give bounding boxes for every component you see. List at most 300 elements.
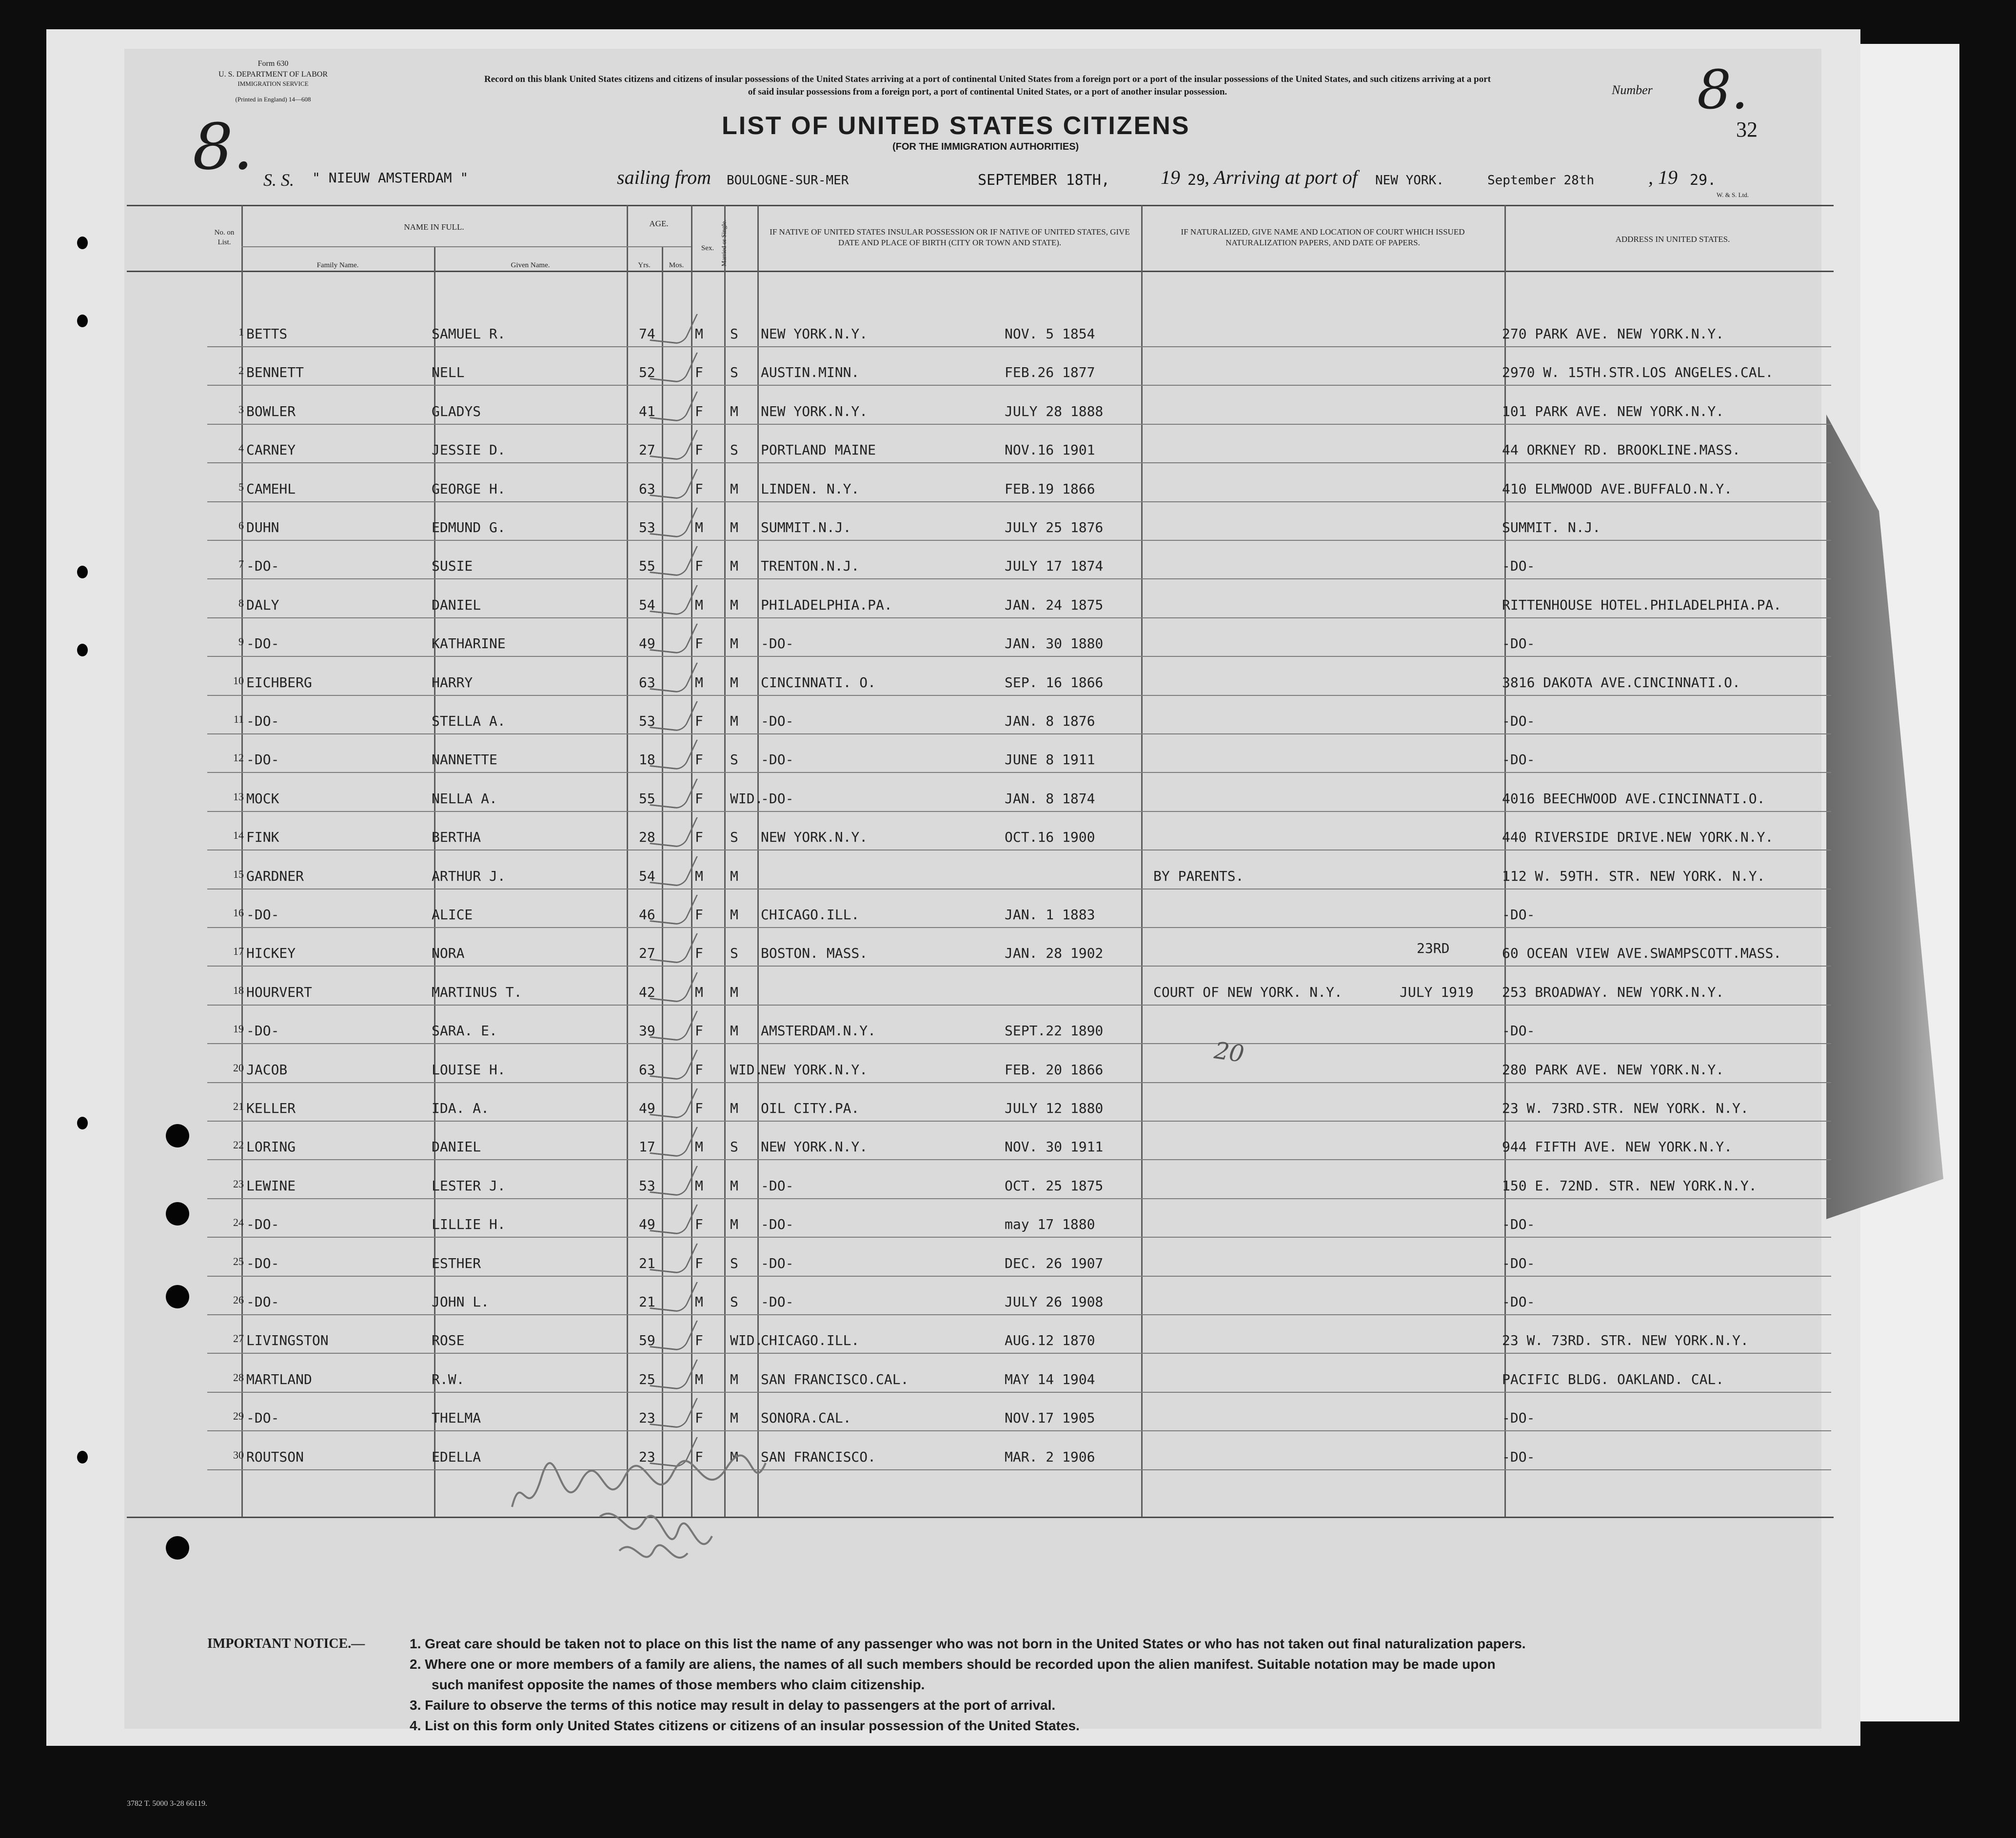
age-cell: 52 [639,364,655,381]
table-row [0,442,2016,481]
age-cell: 55 [639,558,655,574]
birthplace-cell: -DO- [761,1177,794,1194]
age-cell: 74 [639,326,655,342]
row-rule [207,385,1831,386]
sex-cell: F [695,829,703,846]
address-cell: -DO- [1502,1294,1535,1310]
row-rule [207,540,1831,541]
age-cell: 41 [639,403,655,419]
address-cell: 4016 BEECHWOOD AVE.CINCINNATI.O. [1502,790,1765,807]
age-cell: 49 [639,1100,655,1116]
row-number-cell: 11 [233,713,244,725]
marital-status-cell: WID. [730,1061,763,1078]
sex-cell: M [695,326,703,342]
birth-date-cell: JULY 28 1888 [1005,403,1104,419]
row-rule [207,811,1831,812]
marital-status-cell: M [730,480,738,497]
address-cell: -DO- [1502,1255,1535,1271]
header-yrs: Yrs. [638,261,651,269]
sex-cell: F [695,1061,703,1078]
row-rule [207,733,1831,734]
family-name-cell: DALY [246,596,279,613]
sex-cell: M [695,596,703,613]
address-cell: 60 OCEAN VIEW AVE.SWAMPSCOTT.MASS. [1502,945,1782,962]
age-cell: 39 [639,1023,655,1039]
age-cell: 17 [639,1139,655,1155]
given-name-cell: DANIEL [432,1139,481,1155]
marital-status-cell: M [730,674,738,691]
row-number-cell: 16 [233,907,244,919]
birth-date-cell: JUNE 8 1911 [1005,751,1095,768]
row-number-cell: 3 [238,403,244,415]
given-name-cell: HARRY [432,674,473,691]
header-mos: Mos. [669,261,684,269]
sex-cell: F [695,713,703,729]
age-cell: 46 [639,907,655,923]
sex-cell: F [695,945,703,962]
family-name-cell: CAMEHL [246,480,296,497]
table-row [0,940,2016,984]
given-name-cell: SAMUEL R. [432,326,506,342]
table-row [0,326,2016,365]
table-row [0,751,2016,791]
family-name-cell: MARTLAND [246,1371,312,1387]
header-married: Married or Single. [720,219,728,267]
family-name-cell: LORING [246,1139,296,1155]
birthplace-cell: NEW YORK.N.Y. [761,403,868,419]
row-number-cell: 5 [238,480,244,493]
row-rule [207,424,1831,425]
birth-date-cell: JULY 12 1880 [1005,1100,1104,1116]
birthplace-cell: SAN FRANCISCO.CAL. [761,1371,909,1387]
sex-cell: M [695,1294,703,1310]
birth-date-cell: SEPT.22 1890 [1005,1023,1104,1039]
address-cell: 440 RIVERSIDE DRIVE.NEW YORK.N.Y. [1502,829,1774,846]
given-name-cell: JOHN L. [432,1294,490,1310]
sailing-from-label: sailing from [617,166,711,188]
notice-item: 3. Failure to observe the terms of this notice may result in delay to passengers at the port of arrival. [410,1698,1056,1713]
sex-cell: M [695,868,703,884]
birthplace-cell: -DO- [761,1255,794,1271]
table-row [0,1216,2016,1255]
birthplace-cell: AMSTERDAM.N.Y. [761,1023,876,1039]
arriving-label: , Arriving at port of [1205,166,1358,188]
table-row [0,364,2016,403]
corner-mark: 8. [193,110,254,184]
birthplace-cell: BOSTON. MASS. [761,945,868,962]
table-row [0,829,2016,868]
birth-date-cell: JAN. 24 1875 [1005,596,1104,613]
row-rule [207,656,1831,657]
number-value: 8. [1697,59,1748,121]
address-cell: 23 W. 73RD. STR. NEW YORK.N.Y. [1502,1332,1749,1349]
age-cell: 23 [639,1448,655,1465]
ship-name: " NIEUW AMSTERDAM " [312,170,469,186]
given-name-cell: ARTHUR J. [432,868,506,884]
header-sex: Sex. [701,244,714,252]
table-row [0,1410,2016,1449]
handwritten-signature [507,1448,771,1575]
birthplace-cell: SAN FRANCISCO. [761,1448,876,1465]
row-rule [207,1392,1831,1393]
ss-label: S. S. [263,170,294,190]
row-rule [207,966,1831,967]
sex-cell: F [695,751,703,768]
given-name-cell: ROSE [432,1332,465,1349]
naturalization-date-cell: 23RD [1417,940,1450,957]
notice-heading: IMPORTANT NOTICE.— [207,1636,365,1651]
sex-cell: M [695,674,703,691]
birthplace-cell: -DO- [761,751,794,768]
row-rule [207,1314,1831,1315]
table-row [0,597,2016,636]
address-cell: 944 FIFTH AVE. NEW YORK.N.Y. [1502,1139,1733,1155]
notice-item: such manifest opposite the names of those members who claim citizenship. [432,1677,925,1692]
address-cell: 270 PARK AVE. NEW YORK.N.Y. [1502,326,1724,342]
given-name-cell: LILLIE H. [432,1216,506,1233]
marital-status-cell: S [730,751,738,768]
marital-status-cell: S [730,1294,738,1310]
marital-status-cell: S [730,1255,738,1271]
address-cell: RITTENHOUSE HOTEL.PHILADELPHIA.PA. [1502,596,1782,613]
marital-status-cell: M [730,1100,738,1116]
marital-status-cell: M [730,713,738,729]
age-cell: 63 [639,674,655,691]
sailing-year-prefix: 19 [1161,166,1180,188]
address-cell: 101 PARK AVE. NEW YORK.N.Y. [1502,403,1724,419]
row-rule [207,1353,1831,1354]
family-name-cell: -DO- [246,1294,279,1310]
birth-date-cell: FEB.26 1877 [1005,364,1095,381]
family-name-cell: -DO- [246,1410,279,1426]
given-name-cell: SUSIE [432,558,473,574]
row-number-cell: 25 [233,1255,244,1267]
birth-date-cell: OCT.16 1900 [1005,829,1095,846]
address-cell: 112 W. 59TH. STR. NEW YORK. N.Y. [1502,868,1765,884]
birthplace-cell: NEW YORK.N.Y. [761,326,868,342]
birthplace-cell: NEW YORK.N.Y. [761,829,868,846]
given-name-cell: SARA. E. [432,1023,497,1039]
printed-note: (Printed in England) 14—608 [235,95,311,103]
form-title: LIST OF UNITED STATES CITIZENS [722,112,1190,140]
marital-status-cell: M [730,635,738,652]
service: IMMIGRATION SERVICE [237,80,309,88]
row-number-cell: 26 [233,1294,244,1306]
sex-cell: F [695,1100,703,1116]
family-name-cell: KELLER [246,1100,296,1116]
family-name-cell: GARDNER [246,868,304,884]
given-name-cell: LESTER J. [432,1177,506,1194]
address-cell: 3816 DAKOTA AVE.CINCINNATI.O. [1502,674,1740,691]
family-name-cell: LIVINGSTON [246,1332,329,1349]
birth-date-cell: DEC. 26 1907 [1005,1255,1104,1271]
sex-cell: F [695,480,703,497]
given-name-cell: R.W. [432,1371,465,1387]
birthplace-cell: -DO- [761,635,794,652]
given-name-cell: NANNETTE [432,751,497,768]
notice-item: 4. List on this form only United States citizens or citizens of an insular possession of the United States. [410,1718,1080,1733]
sex-cell: F [695,1448,703,1465]
table-row [0,674,2016,713]
family-name-cell: CARNEY [246,442,296,458]
row-number-cell: 8 [238,596,244,609]
family-name-cell: BETTS [246,326,288,342]
given-name-cell: GEORGE H. [432,480,506,497]
table-row [0,1062,2016,1101]
family-name-cell: -DO- [246,1023,279,1039]
given-name-cell: JESSIE D. [432,442,506,458]
marital-status-cell: M [730,984,738,1000]
family-name-cell: LEWINE [246,1177,296,1194]
marital-status-cell: WID. [730,1332,763,1349]
sailing-date: SEPTEMBER 18TH, [978,172,1110,189]
family-name-cell: FINK [246,829,279,846]
birthplace-cell: -DO- [761,1216,794,1233]
row-number-cell: 13 [233,790,244,803]
family-name-cell: -DO- [246,635,279,652]
row-number-cell: 2 [238,364,244,377]
address-cell: 410 ELMWOOD AVE.BUFFALO.N.Y. [1502,480,1733,497]
row-number-cell: 28 [233,1371,244,1383]
row-number-cell: 6 [238,519,244,532]
birth-date-cell: FEB. 20 1866 [1005,1061,1104,1078]
age-cell: 53 [639,519,655,535]
marital-status-cell: M [730,1177,738,1194]
birthplace-cell: PORTLAND MAINE [761,442,876,458]
age-cell: 54 [639,868,655,884]
department: U. S. DEPARTMENT OF LABOR [218,70,328,79]
table-row [0,558,2016,597]
naturalization-cell: BY PARENTS. [1153,868,1244,884]
table-row [0,713,2016,752]
row-number-cell: 30 [233,1448,244,1461]
arrival-year-prefix: , 19 [1648,166,1678,188]
given-name-cell: ESTHER [432,1255,481,1271]
row-rule [207,501,1831,502]
table-row [0,868,2016,907]
marital-status-cell: M [730,1371,738,1387]
row-number-cell: 7 [238,558,244,571]
row-number-cell: 29 [233,1410,244,1423]
table-row [0,907,2016,946]
birthplace-cell: -DO- [761,713,794,729]
naturalization-date-cell: JULY 1919 [1400,984,1474,1000]
row-rule [207,578,1831,579]
birthplace-cell: CINCINNATI. O. [761,674,876,691]
marital-status-cell: S [730,945,738,962]
row-rule [207,1043,1831,1044]
birth-date-cell: NOV. 30 1911 [1005,1139,1104,1155]
row-number-cell: 12 [233,751,244,764]
row-number-cell: 15 [233,868,244,880]
table-row [0,1294,2016,1333]
age-cell: 53 [639,713,655,729]
row-number-cell: 9 [238,635,244,648]
sex-cell: F [695,1023,703,1039]
table-row [0,403,2016,442]
sex-cell: F [695,1332,703,1349]
notice-item: 1. Great care should be taken not to place on this list the name of any passenger who was not born in the United States or who has not taken out final naturalization papers. [410,1636,1526,1651]
header-given: Given Name. [511,261,550,269]
birthplace-cell: OIL CITY.PA. [761,1100,860,1116]
table-row [0,519,2016,558]
address-cell: -DO- [1502,1410,1535,1426]
table-row [0,1178,2016,1217]
sex-cell: F [695,403,703,419]
table-row [0,1100,2016,1139]
birthplace-cell: CHICAGO.ILL. [761,907,860,923]
age-cell: 27 [639,442,655,458]
row-number-cell: 27 [233,1332,244,1345]
given-name-cell: THELMA [432,1410,481,1426]
sex-cell: F [695,1216,703,1233]
header-address: ADDRESS IN UNITED STATES. [1615,235,1730,244]
age-cell: 21 [639,1255,655,1271]
birth-date-cell: JAN. 8 1876 [1005,713,1095,729]
table-row [0,1139,2016,1178]
address-cell: -DO- [1502,713,1535,729]
birth-date-cell: JAN. 8 1874 [1005,790,1095,807]
address-cell: SUMMIT. N.J. [1502,519,1601,535]
header-age: AGE. [649,219,669,228]
marital-status-cell: M [730,596,738,613]
page-number: 32 [1736,118,1758,141]
arrival-date: September 28th [1487,173,1595,188]
address-cell: 280 PARK AVE. NEW YORK.N.Y. [1502,1061,1724,1078]
age-cell: 28 [639,829,655,846]
sex-cell: F [695,558,703,574]
form-number: Form 630 [257,59,289,68]
row-rule [207,1082,1831,1083]
birthplace-cell: AUSTIN.MINN. [761,364,860,381]
table-row [0,984,2016,1023]
sailing-year: 29 [1187,172,1206,189]
family-name-cell: MOCK [246,790,279,807]
family-name-cell: -DO- [246,1255,279,1271]
row-number-cell: 17 [233,945,244,958]
birthplace-cell: -DO- [761,790,794,807]
address-cell: PACIFIC BLDG. OAKLAND. CAL. [1502,1371,1724,1387]
header-no: No. on List. [214,229,235,246]
family-name-cell: -DO- [246,558,279,574]
birth-date-cell: JAN. 1 1883 [1005,907,1095,923]
row-rule [207,772,1831,773]
birth-date-cell: JULY 17 1874 [1005,558,1104,574]
table-row [0,1371,2016,1410]
given-name-cell: NORA [432,945,465,962]
family-name-cell: -DO- [246,1216,279,1233]
margin-number: 20 [1212,1037,1246,1068]
marital-status-cell: S [730,364,738,381]
age-cell: 53 [639,1177,655,1194]
birth-date-cell: NOV.16 1901 [1005,442,1095,458]
family-name-cell: -DO- [246,713,279,729]
naturalization-cell: COURT OF NEW YORK. N.Y. [1153,984,1343,1000]
age-cell: 42 [639,984,655,1000]
given-name-cell: BERTHA [432,829,481,846]
birth-date-cell: JULY 25 1876 [1005,519,1104,535]
family-name-cell: -DO- [246,907,279,923]
family-name-cell: HOURVERT [246,984,312,1000]
age-cell: 63 [639,480,655,497]
row-rule [207,1121,1831,1122]
header-family: Family Name. [316,261,359,269]
birthplace-cell: LINDEN. N.Y. [761,480,860,497]
row-rule [207,927,1831,928]
marital-status-cell: M [730,1023,738,1039]
birthplace-cell: SUMMIT.N.J. [761,519,851,535]
given-name-cell: GLADYS [432,403,481,419]
row-rule [207,1276,1831,1277]
given-name-cell: DANIEL [432,596,481,613]
sex-cell: F [695,907,703,923]
checkmark [650,310,698,344]
birth-date-cell: NOV. 5 1854 [1005,326,1095,342]
birth-date-cell: MAR. 2 1906 [1005,1448,1095,1465]
marital-status-cell: M [730,403,738,419]
row-number-cell: 22 [233,1139,244,1151]
address-cell: -DO- [1502,635,1535,652]
family-name-cell: EICHBERG [246,674,312,691]
table-row [0,791,2016,830]
sex-cell: M [695,519,703,535]
marital-status-cell: S [730,326,738,342]
address-cell: 150 E. 72ND. STR. NEW YORK.N.Y. [1502,1177,1757,1194]
address-cell: 23 W. 73RD.STR. NEW YORK. N.Y. [1502,1100,1749,1116]
marital-status-cell: M [730,1216,738,1233]
notice-item: 2. Where one or more members of a family are aliens, the names of all such members should be recorded upon the alien manifest. Suitable notation may be made upon [410,1657,1496,1672]
table-row [0,635,2016,674]
age-cell: 49 [639,635,655,652]
row-rule [207,617,1831,618]
number-label: Number [1612,83,1653,97]
marital-status-cell: S [730,1139,738,1155]
row-rule [207,695,1831,696]
birthplace-cell: PHILADELPHIA.PA. [761,596,892,613]
family-name-cell: BENNETT [246,364,304,381]
sex-cell: M [695,1139,703,1155]
row-number-cell: 14 [233,829,244,842]
age-cell: 21 [639,1294,655,1310]
marital-status-cell: M [730,519,738,535]
birthplace-cell: -DO- [761,1294,794,1310]
age-cell: 18 [639,751,655,768]
address-cell: -DO- [1502,751,1535,768]
row-rule [207,462,1831,463]
family-name-cell: DUHN [246,519,279,535]
marital-status-cell: M [730,1448,738,1465]
row-rule [207,1430,1831,1431]
age-cell: 49 [639,1216,655,1233]
sex-cell: M [695,984,703,1000]
given-name-cell: NELLA A. [432,790,497,807]
given-name-cell: IDA. A. [432,1100,490,1116]
header-birth: IF NATIVE OF UNITED STATES INSULAR POSSESSION OR IF NATIVE OF UNITED STATES, GIVE DATE AND PLACE OF BIRTH (CITY OR TOWN AND STATE). [770,227,1130,248]
sex-cell: F [695,1255,703,1271]
address-cell: -DO- [1502,1023,1535,1039]
birth-date-cell: SEP. 16 1866 [1005,674,1104,691]
birth-date-cell: MAY 14 1904 [1005,1371,1095,1387]
birth-date-cell: JAN. 30 1880 [1005,635,1104,652]
sex-cell: F [695,790,703,807]
birth-date-cell: may 17 1880 [1005,1216,1095,1233]
address-cell: 253 BROADWAY. NEW YORK.N.Y. [1502,984,1724,1000]
given-name-cell: EDMUND G. [432,519,506,535]
given-name-cell: NELL [432,364,465,381]
header-name: NAME IN FULL. [404,222,464,232]
birthplace-cell: CHICAGO.ILL. [761,1332,860,1349]
age-cell: 23 [639,1410,655,1426]
